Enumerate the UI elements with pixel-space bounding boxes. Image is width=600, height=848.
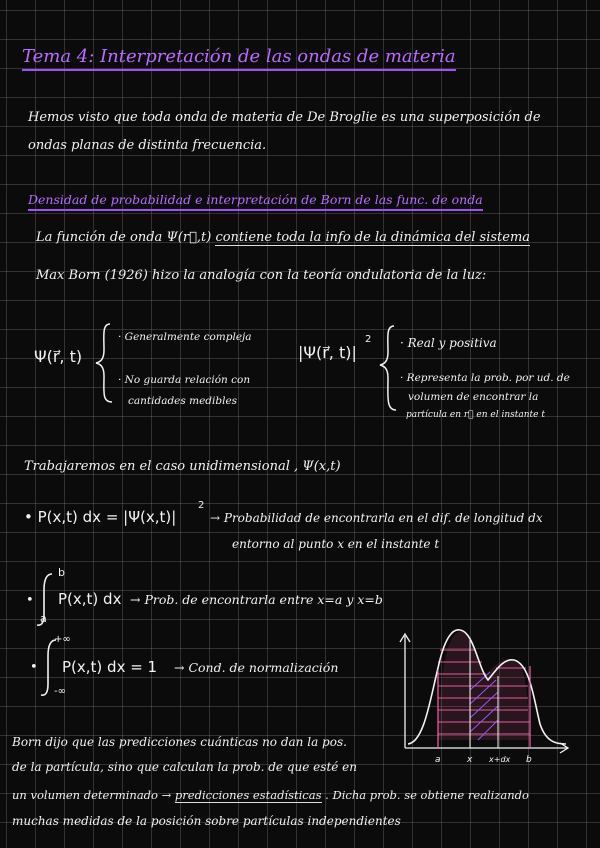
psi2-item-prob-3: partícula en r⃗ en el instante t (406, 410, 545, 420)
bullet1-text-2: entorno al punto x en el instante t (232, 537, 440, 551)
psi-item-not-measurable-2: cantidades medibles (128, 395, 238, 407)
bullet2-upper: b (58, 566, 65, 579)
born-line-1: Born dijo que las predicciones cuánticas no dan la pos. (12, 735, 347, 749)
born-line-3-a: un volumen determinado → (12, 788, 172, 802)
brace-psi2 (380, 326, 396, 410)
psi2-item-prob: · Representa la prob. por ud. de (400, 372, 570, 384)
bullet3-lower: -∞ (54, 686, 66, 697)
brace-psi (96, 324, 112, 402)
psi-squared-symbol: |Ψ(r⃗, t)| (298, 343, 357, 362)
born-line-4: muchas medidas de la posición sobre partículas independientes (12, 814, 401, 828)
bullet3-upper: +∞ (54, 634, 71, 645)
psi-item-complex: · Generalmente compleja (118, 331, 252, 343)
born-analogy-line: Max Born (1926) hizo la analogía con la teoría ondulatoria de la luz: (36, 268, 487, 283)
born-line-3-statistical: predicciones estadísticas (174, 788, 322, 802)
page-title: Tema 4: Interpretación de las ondas de materia (22, 46, 456, 71)
born-line-3-c: . Dicha prob. se obtiene realizando (325, 788, 529, 802)
section-heading: Densidad de probabilidad e interpretación de Born de las func. de onda (28, 192, 483, 211)
intro-line-1: Hemos visto que toda onda de materia de De Broglie es una superposición de (28, 110, 541, 125)
bullet1-formula: • P(x,t) dx = |Ψ(x,t)| (24, 508, 177, 526)
bullet3-text: → Cond. de normalización (174, 660, 339, 675)
psi2-item-prob-2: volumen de encontrar la (408, 391, 539, 403)
graph-label-xdx: x+dx (489, 755, 511, 764)
bullet2-lower: a (40, 612, 47, 625)
bullet2-dot: • (26, 593, 34, 608)
wavefunction-contains: contiene toda la info de la dinámica del sistema (215, 230, 531, 245)
graph-label-a: a (435, 755, 441, 765)
wavefunction-intro: La función de onda Ψ(r⃗,t) (36, 230, 212, 245)
bullet3-dot: • (30, 660, 38, 675)
integral-sign-2 (41, 640, 56, 695)
graph-label-x: x (467, 755, 473, 765)
bullet1-text: → Probabilidad de encontrarla en el dif. de longitud dx (210, 511, 543, 525)
bullet2-text: → Prob. de encontrarla entre x=a y x=b (130, 592, 383, 607)
bullet2-integrand: P(x,t) dx (58, 590, 122, 608)
integral-sign-1 (37, 574, 52, 625)
probability-graph (400, 630, 568, 765)
psi-symbol: Ψ(r⃗, t) (34, 347, 83, 366)
born-line-2: de la partícula, sino que calculan la prob. de que esté en (12, 760, 358, 774)
psi-item-not-measurable: · No guarda relación con (118, 374, 251, 386)
psi2-item-real: · Real y positiva (400, 336, 497, 350)
one-dim-line: Trabajaremos en el caso unidimensional , Ψ(x,t) (24, 459, 341, 474)
bullet1-exponent: 2 (198, 500, 205, 511)
intro-line-2: ondas planas de distinta frecuencia. (28, 138, 267, 153)
bullet3-integrand: P(x,t) dx = 1 (62, 658, 158, 676)
psi-squared-exponent: 2 (365, 334, 372, 345)
graph-label-b: b (526, 755, 532, 765)
